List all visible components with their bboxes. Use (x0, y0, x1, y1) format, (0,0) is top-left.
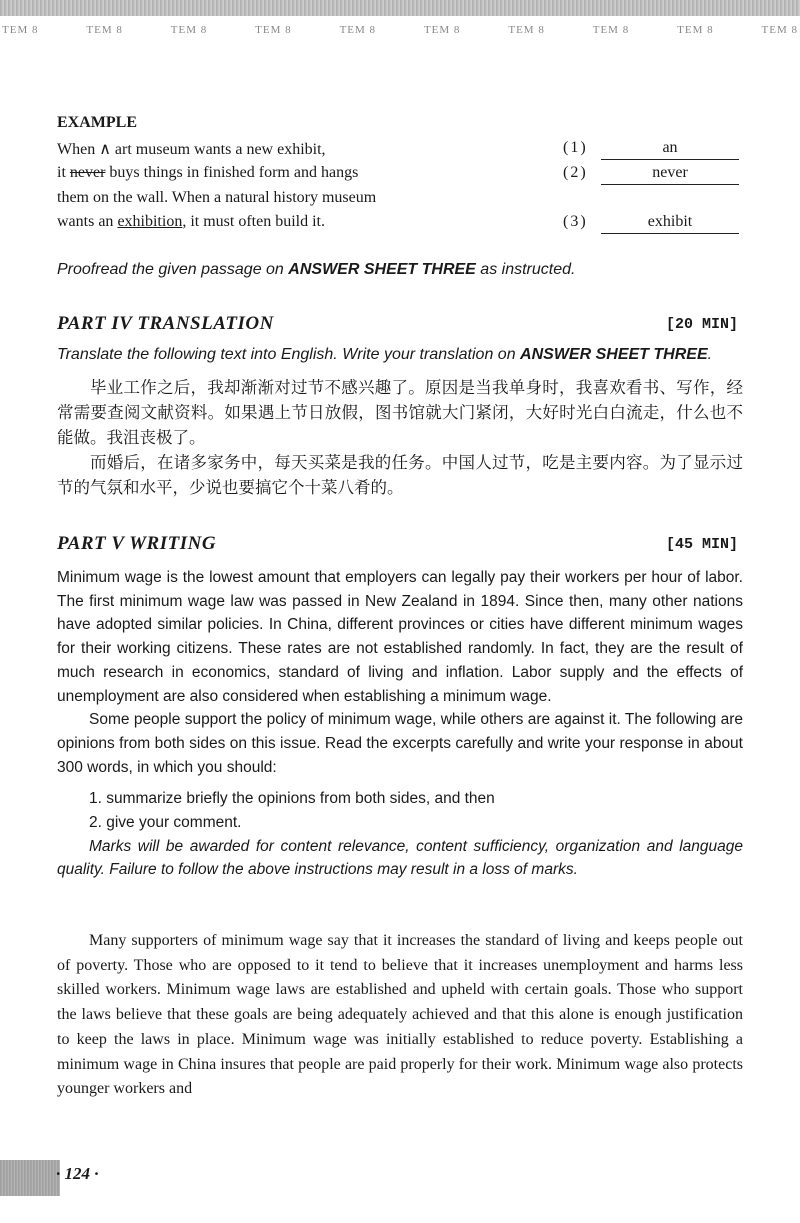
answer-blank: exhibit (601, 213, 739, 234)
answer-number: (1) (563, 139, 588, 156)
part-iv-time: [20 MIN] (665, 316, 738, 333)
answer-blank: an (601, 139, 739, 160)
header-tem-label: TEM 8 (255, 24, 292, 36)
header-tem-label: TEM 8 (677, 24, 714, 36)
page-number-badge (0, 1160, 108, 1196)
example-text: it (57, 164, 70, 181)
translation-instruction (57, 346, 712, 364)
instruction-text: Proofread the given passage on (57, 261, 289, 278)
instruction-text: as instructed. (475, 261, 576, 278)
page-badge-texture (0, 1160, 60, 1196)
writing-section (57, 566, 743, 882)
writing-task: Some people support the policy of minimum wage, while others are against it. The following are opinions from both sides on this issue. Read the excerpts carefully and write your response in about 300 words, in which you should: (57, 711, 743, 776)
insertion-caret-mark: ∧ (99, 141, 111, 158)
writing-task-list (89, 787, 743, 834)
underlined-word: exhibition (117, 213, 183, 230)
answer-row-1 (563, 139, 678, 157)
part-v-time: [45 MIN] (665, 536, 738, 553)
instruction-text: Translate the following text into English. Write your translation on (57, 346, 521, 363)
answer-row-3 (563, 213, 693, 231)
example-line-1 (57, 139, 326, 159)
proofread-instruction (57, 261, 575, 279)
header-tem-label: TEM 8 (508, 24, 545, 36)
example-text: When (57, 141, 100, 158)
chinese-paragraph: 而婚后，在诸多家务中，每天买菜是我的任务。中国人过节，吃是主要内容。为了显示过节的气氛和水平，少说也要搞它个十菜八肴的。 (57, 453, 743, 497)
list-item: 1. summarize briefly the opinions from both sides, and then (89, 790, 495, 808)
header-tem-label: TEM 8 (339, 24, 377, 36)
excerpt-paragraph: Many supporters of minimum wage say that it increases the standard of living and keeps people out of poverty. Those who are opposed to it tend to believe that it increases unemployment and harms less skilled workers. Minimum wage laws are established and upheld with certain goals. Those who support the laws believe that these goals are being adequately achieved and that this alone is enough justification to keep the laws in place. Minimum wage was initially established to reduce poverty. Establishing a minimum wage in China insures that people are paid properly for their work. Minimum wage also protects younger workers and (57, 932, 743, 1098)
header-tem-labels (0, 24, 800, 36)
instruction-text: . (707, 346, 713, 363)
header-texture-band (0, 0, 800, 16)
example-text: art museum wants a new exhibit, (110, 141, 326, 158)
example-text: , it must often build it. (182, 213, 325, 230)
answer-blank: never (601, 164, 739, 185)
part-iv-title: PART IV TRANSLATION (57, 313, 274, 334)
chinese-paragraph: 毕业工作之后，我却渐渐对过节不感兴趣了。原因是当我单身时，我喜欢看书、写作，经常需要查阅文献资料。如果遇上节日放假，图书馆就大门紧闭，大好时光白白流走，什么也不能做。我沮丧极了。 (57, 378, 743, 447)
example-text: wants an (57, 213, 118, 230)
header-tem-label: TEM 8 (423, 24, 461, 36)
struck-word: never (69, 164, 106, 181)
answer-number: (2) (563, 164, 588, 181)
excerpt-passage (57, 929, 743, 1102)
page-header-strip (0, 0, 800, 44)
example-text: buys things in finished form and hangs (105, 164, 359, 181)
part-v-title: PART V WRITING (57, 533, 217, 554)
header-tem-label: TEM 8 (761, 24, 798, 36)
header-tem-label: TEM 8 (170, 24, 208, 36)
writing-intro: Minimum wage is the lowest amount that employers can legally pay their workers per hour of labor. The first minimum wage law was passed in New Zealand in 1894. Since then, many other nations have adopted similar policies. In China, different provinces or cities have different minimum wages for their working citizens. These rates are not established randomly. In fact, they are the result of much research in economics, standard of living and inflation. Labor supply and the effects of unemployment are also considered when establishing a minimum wage. (57, 569, 743, 705)
example-line-4 (57, 213, 325, 231)
instruction-bold: ANSWER SHEET THREE (520, 346, 708, 363)
example-line-3: them on the wall. When a natural history museum (57, 189, 377, 206)
list-item: 2. give your comment. (89, 814, 242, 832)
instruction-bold: ANSWER SHEET THREE (288, 261, 476, 278)
example-title: EXAMPLE (57, 114, 137, 131)
chinese-passage (57, 375, 743, 500)
page-number: · 124 · (56, 1164, 99, 1183)
answer-number: (3) (563, 213, 588, 230)
answer-row-2 (563, 164, 688, 182)
example-line-2 (57, 164, 358, 182)
header-tem-label: TEM 8 (592, 24, 630, 36)
header-tem-label: TEM 8 (2, 24, 39, 36)
marks-note: Marks will be awarded for content relevance, content sufficiency, organization and language quality. Failure to follow the above instructions may result in a loss of marks. (57, 837, 743, 879)
header-tem-label: TEM 8 (86, 24, 123, 36)
